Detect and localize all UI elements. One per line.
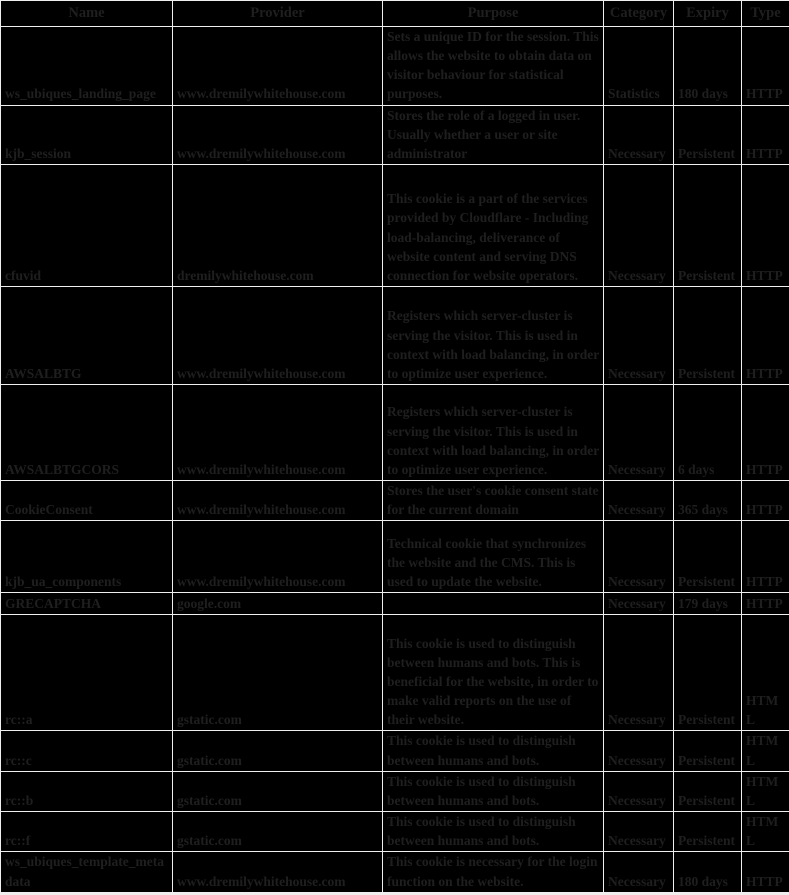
- cell-provider: gstatic.com: [173, 615, 383, 731]
- cell-expiry: Persistent: [674, 287, 742, 385]
- table-row: [1, 385, 789, 481]
- cell-purpose: This cookie is used to distinguish between humans and bots.: [383, 771, 604, 811]
- cell-name: AWSALBTG: [1, 287, 173, 385]
- cell-type: HTTP: [742, 521, 789, 593]
- header-cell-expiry: Expiry: [674, 1, 742, 27]
- cell-name: kjb_ua_components: [1, 521, 173, 593]
- cell-category: Necessary: [604, 812, 674, 852]
- cell-expiry: 180 days: [674, 852, 742, 893]
- cell-category: Necessary: [604, 852, 674, 893]
- cell-category: Necessary: [604, 771, 674, 811]
- cell-category: Necessary: [604, 385, 674, 481]
- cell-name: cfuvid: [1, 165, 173, 287]
- cell-type: HTTP: [742, 593, 789, 615]
- table-row: [1, 105, 789, 164]
- cell-category: Necessary: [604, 105, 674, 164]
- cell-type: HTTP: [742, 27, 789, 106]
- cell-expiry: 6 days: [674, 385, 742, 481]
- cell-expiry: Persistent: [674, 521, 742, 593]
- cell-purpose: This cookie is a part of the services provided by Cloudflare - Including load-balancing, deliverance of website content and serving DNS connection for website operators.: [383, 165, 604, 287]
- cell-type: HTTP: [742, 105, 789, 164]
- cell-provider: www.dremilywhitehouse.com: [173, 481, 383, 521]
- cell-purpose: Sets a unique ID for the session. This allows the website to obtain data on visitor behaviour for statistical purposes.: [383, 27, 604, 106]
- cell-expiry: 179 days: [674, 593, 742, 615]
- cell-purpose: This cookie is used to distinguish between humans and bots. This is beneficial for the website, in order to make valid reports on the use of their website.: [383, 615, 604, 731]
- cell-type: HTTP: [742, 385, 789, 481]
- cell-purpose: [383, 593, 604, 615]
- table-row: [1, 593, 789, 615]
- cell-purpose: Registers which server-cluster is serving the visitor. This is used in context with load balancing, in order to optimize user experience.: [383, 287, 604, 385]
- cell-expiry: 180 days: [674, 27, 742, 106]
- table-row: [1, 731, 789, 771]
- cell-category: Necessary: [604, 615, 674, 731]
- cell-purpose: This cookie is necessary for the login function on the website.: [383, 852, 604, 893]
- cell-provider: www.dremilywhitehouse.com: [173, 27, 383, 106]
- cell-type: HTML: [742, 615, 789, 731]
- cell-category: Necessary: [604, 481, 674, 521]
- table-header-row: [1, 1, 789, 27]
- header-cell-name: Name: [1, 1, 173, 27]
- cell-category: Necessary: [604, 165, 674, 287]
- cell-expiry: Persistent: [674, 771, 742, 811]
- cell-type: HTML: [742, 731, 789, 771]
- table-row: [1, 812, 789, 852]
- cell-provider: www.dremilywhitehouse.com: [173, 852, 383, 893]
- cell-provider: www.dremilywhitehouse.com: [173, 521, 383, 593]
- header-cell-category: Category: [604, 1, 674, 27]
- table-row: [1, 852, 789, 893]
- cell-name: CookieConsent: [1, 481, 173, 521]
- table-row: [1, 165, 789, 287]
- cell-purpose: This cookie is used to distinguish between humans and bots.: [383, 812, 604, 852]
- cell-purpose: Stores the role of a logged in user. Usually whether a user or site administrator: [383, 105, 604, 164]
- cell-name: ws_ubiques_landing_page: [1, 27, 173, 106]
- table-row: [1, 27, 789, 106]
- table-row: [1, 615, 789, 731]
- cell-expiry: Persistent: [674, 165, 742, 287]
- cell-provider: dremilywhitehouse.com: [173, 165, 383, 287]
- cell-name: ws_ubiques_template_metadata: [1, 852, 173, 893]
- cell-category: Necessary: [604, 287, 674, 385]
- cell-expiry: 365 days: [674, 481, 742, 521]
- cell-provider: www.dremilywhitehouse.com: [173, 105, 383, 164]
- cell-name: rc::c: [1, 731, 173, 771]
- cell-provider: www.dremilywhitehouse.com: [173, 385, 383, 481]
- cell-name: GRECAPTCHA: [1, 593, 173, 615]
- cell-provider: www.dremilywhitehouse.com: [173, 287, 383, 385]
- header-cell-purpose: Purpose: [383, 1, 604, 27]
- cell-category: Necessary: [604, 731, 674, 771]
- table-row: [1, 771, 789, 811]
- cell-name: rc::f: [1, 812, 173, 852]
- cell-expiry: Persistent: [674, 105, 742, 164]
- cell-category: Necessary: [604, 593, 674, 615]
- cell-purpose: Stores the user's cookie consent state for the current domain: [383, 481, 604, 521]
- cell-type: HTTP: [742, 287, 789, 385]
- cell-category: Statistics: [604, 27, 674, 106]
- table-row: [1, 481, 789, 521]
- cell-type: HTML: [742, 771, 789, 811]
- cell-provider: gstatic.com: [173, 812, 383, 852]
- cell-provider: google.com: [173, 593, 383, 615]
- cell-provider: gstatic.com: [173, 771, 383, 811]
- cell-expiry: Persistent: [674, 812, 742, 852]
- cell-purpose: This cookie is used to distinguish between humans and bots.: [383, 731, 604, 771]
- table-row: [1, 287, 789, 385]
- cell-type: HTML: [742, 812, 789, 852]
- cell-type: HTTP: [742, 852, 789, 893]
- header-cell-provider: Provider: [173, 1, 383, 27]
- cell-type: HTTP: [742, 481, 789, 521]
- header-cell-type: Type: [742, 1, 789, 27]
- table-row: [1, 521, 789, 593]
- cell-purpose: Technical cookie that synchronizes the website and the CMS. This is used to update the website.: [383, 521, 604, 593]
- cell-purpose: Registers which server-cluster is serving the visitor. This is used in context with load balancing, in order to optimize user experience.: [383, 385, 604, 481]
- cell-name: AWSALBTGCORS: [1, 385, 173, 481]
- cell-category: Necessary: [604, 521, 674, 593]
- cell-name: rc::b: [1, 771, 173, 811]
- cell-name: rc::a: [1, 615, 173, 731]
- cell-provider: gstatic.com: [173, 731, 383, 771]
- cell-name: kjb_session: [1, 105, 173, 164]
- cell-expiry: Persistent: [674, 615, 742, 731]
- cell-type: HTTP: [742, 165, 789, 287]
- cell-expiry: Persistent: [674, 731, 742, 771]
